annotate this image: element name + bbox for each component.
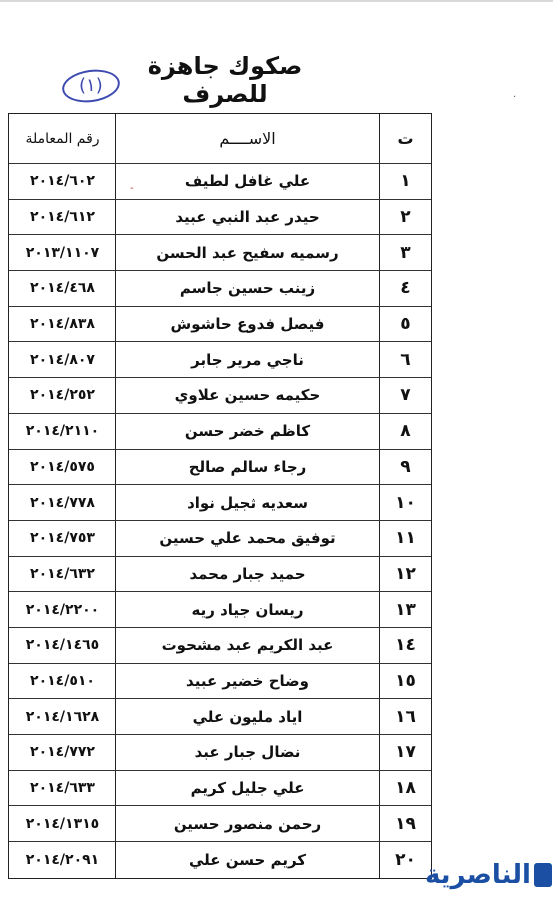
name-cell: كاظم خضر حسن bbox=[115, 414, 379, 449]
name-cell: ناجي مرير جابر bbox=[115, 342, 379, 377]
seq-cell: ١٤ bbox=[379, 628, 431, 663]
name-cell: رسميه سفيح عبد الحسن bbox=[115, 235, 379, 270]
transaction-number-cell: ٢٠١٤/٥١٠ bbox=[30, 672, 95, 689]
seq-cell: ١ bbox=[379, 164, 431, 199]
table-row bbox=[9, 235, 431, 271]
table-row bbox=[9, 771, 431, 807]
seq-cell: ٨ bbox=[379, 414, 431, 449]
header-transaction-number: رقم المعاملة bbox=[25, 130, 100, 147]
transaction-number-cell: ٢٠١٤/٨٠٧ bbox=[30, 351, 95, 368]
table-row bbox=[9, 378, 431, 414]
name-cell: علي جليل كريم bbox=[115, 771, 379, 806]
scan-edge-line bbox=[0, 0, 553, 2]
transaction-number-cell: ٢٠١٤/٦٣٢ bbox=[30, 565, 95, 582]
table-row bbox=[9, 200, 431, 236]
document-title: صكوك جاهزة للصرف bbox=[147, 52, 303, 108]
name-cell: وضاح خضير عبيد bbox=[115, 664, 379, 699]
name-cell: حكيمه حسين علاوي bbox=[115, 378, 379, 413]
table-row bbox=[9, 592, 431, 628]
name-cell: زينب حسين جاسم bbox=[115, 271, 379, 306]
transaction-number-cell: ٢٠١٤/٥٧٥ bbox=[30, 458, 95, 475]
table-row bbox=[9, 806, 431, 842]
seq-cell: ١٧ bbox=[379, 735, 431, 770]
seq-cell: ٩ bbox=[379, 450, 431, 485]
transaction-number-cell: ٢٠١٤/٤٦٨ bbox=[30, 280, 95, 297]
name-cell: عبد الكريم عبد مشحوت bbox=[115, 628, 379, 663]
seq-cell: ١٩ bbox=[379, 806, 431, 841]
seq-cell: ٢ bbox=[379, 200, 431, 235]
table-row bbox=[9, 735, 431, 771]
name-cell: رجاء سالم صالح bbox=[115, 450, 379, 485]
watermark-logo bbox=[425, 862, 552, 888]
transaction-number-cell: ٢٠١٤/٦٣٣ bbox=[30, 780, 95, 797]
table-row bbox=[9, 342, 431, 378]
seq-cell: ١٦ bbox=[379, 699, 431, 734]
logo-emblem-icon bbox=[534, 863, 552, 887]
page-number: (١) bbox=[79, 75, 103, 97]
transaction-number-cell: ٢٠١٤/٢١١٠ bbox=[25, 423, 100, 440]
transaction-number-cell: ٢٠١٤/١٦٢٨ bbox=[25, 708, 100, 725]
seq-cell: ٣ bbox=[379, 235, 431, 270]
scan-dot: · bbox=[513, 92, 517, 103]
name-cell: رحمن منصور حسين bbox=[115, 806, 379, 841]
table-row bbox=[9, 628, 431, 664]
name-cell: اياد مليون علي bbox=[115, 699, 379, 734]
name-cell: حميد جبار محمد bbox=[115, 557, 379, 592]
table-row bbox=[9, 485, 431, 521]
table-row bbox=[9, 521, 431, 557]
transaction-number-cell: ٢٠١٤/١٤٦٥ bbox=[25, 637, 100, 654]
name-cell: ريسان جياد ريه bbox=[115, 592, 379, 627]
seq-cell: ١٣ bbox=[379, 592, 431, 627]
transaction-number-cell: ٢٠١٤/١٣١٥ bbox=[25, 815, 100, 832]
transaction-number-cell: ٢٠١٤/٧٥٣ bbox=[30, 530, 95, 547]
transaction-number-cell: ٢٠١٤/٧٧٨ bbox=[30, 494, 95, 511]
seq-cell: ٥ bbox=[379, 307, 431, 342]
table-row bbox=[9, 664, 431, 700]
name-cell: فيصل فدوع حاشوش bbox=[115, 307, 379, 342]
seq-cell: ١١ bbox=[379, 521, 431, 556]
transaction-number-cell: ٢٠١٤/٢٥٢ bbox=[30, 387, 95, 404]
name-cell: نضال جبار عبد bbox=[115, 735, 379, 770]
transaction-number-cell: ٢٠١٣/١١٠٧ bbox=[25, 244, 100, 261]
table-row bbox=[9, 699, 431, 735]
table-row bbox=[9, 414, 431, 450]
transaction-number-cell: ٢٠١٤/٢٢٠٠ bbox=[25, 601, 100, 618]
transaction-number-cell: ٢٠١٤/٢٠٩١ bbox=[25, 851, 100, 868]
seq-cell: ١٠ bbox=[379, 485, 431, 520]
name-cell: توفيق محمد علي حسين bbox=[115, 521, 379, 556]
seq-cell: ١٢ bbox=[379, 557, 431, 592]
header-name: الاســــم bbox=[115, 114, 379, 163]
name-cell: علي غافل لطيف bbox=[115, 164, 379, 199]
table-row bbox=[9, 450, 431, 486]
name-cell: كريم حسن علي bbox=[115, 842, 379, 878]
seq-cell: ١٥ bbox=[379, 664, 431, 699]
table-body bbox=[9, 164, 431, 878]
table-header-row bbox=[9, 114, 431, 164]
transaction-number-cell: ٢٠١٤/٧٧٢ bbox=[30, 744, 95, 761]
table-row bbox=[9, 842, 431, 878]
name-cell: حيدر عبد النبي عبيد bbox=[115, 200, 379, 235]
table-row bbox=[9, 307, 431, 343]
payment-table bbox=[8, 113, 432, 879]
seq-cell: ٧ bbox=[379, 378, 431, 413]
seq-cell: ٢٠ bbox=[379, 842, 431, 878]
seq-cell: ١٨ bbox=[379, 771, 431, 806]
table-row bbox=[9, 271, 431, 307]
seq-cell: ٦ bbox=[379, 342, 431, 377]
header-seq: ت bbox=[379, 114, 431, 163]
transaction-number-cell: ٢٠١٤/٦٠٢ bbox=[30, 173, 95, 190]
transaction-number-cell: ٢٠١٤/٦١٢ bbox=[30, 209, 95, 226]
seq-cell: ٤ bbox=[379, 271, 431, 306]
name-cell: سعديه ثجيل نواد bbox=[115, 485, 379, 520]
watermark-text: الناصرية bbox=[425, 860, 531, 890]
table-row bbox=[9, 557, 431, 593]
table-row bbox=[9, 164, 431, 200]
transaction-number-cell: ٢٠١٤/٨٣٨ bbox=[30, 316, 95, 333]
scan-mark: - bbox=[130, 183, 134, 194]
